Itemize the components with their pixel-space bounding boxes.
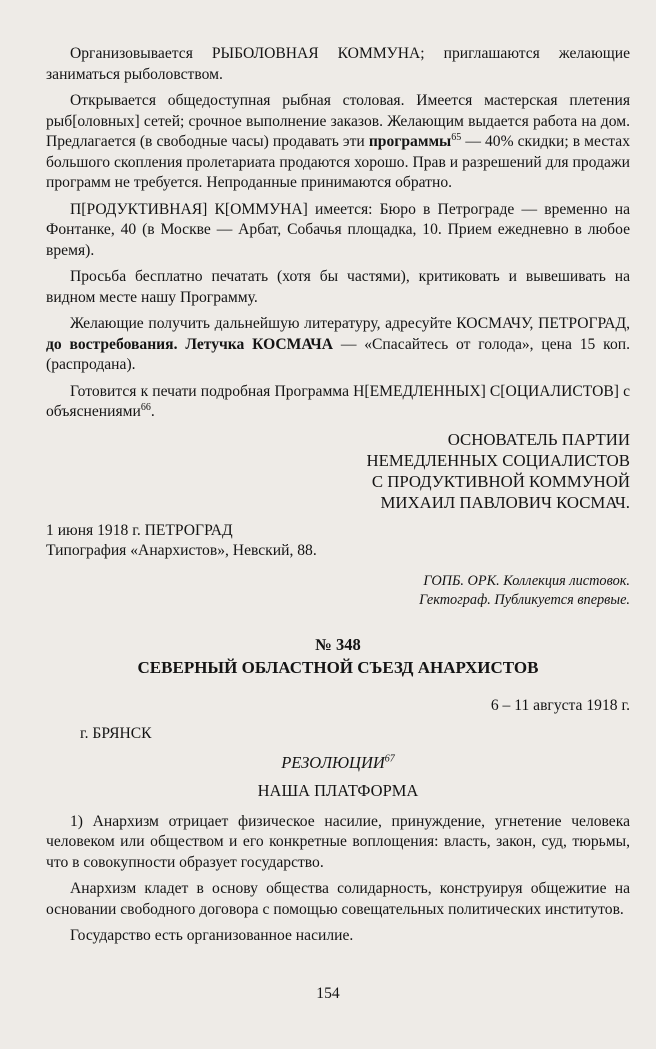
platform-paragraph: 1) Анархизм отрицает физическое насилие, принуждение, угнетение человека человеком или обществом и его конкретные воплощения: власть, закон, суд, тюрьмы, что в совокупности образует государство. xyxy=(46,812,630,871)
paragraph-fishing-commune: Организовывается РЫБОЛОВНАЯ КОММУНА; приглашаются желающие заниматься рыболовством. xyxy=(46,45,630,83)
text-column xyxy=(46,44,630,953)
resolutions-heading-text: РЕЗОЛЮЦИИ xyxy=(281,752,385,772)
paragraph-upcoming-program-part1: Готовится к печати подробная Программа Н[ЕМЕДЛЕННЫХ] С[ОЦИАЛИСТОВ] с объяснениями xyxy=(46,382,630,420)
page-number: 154 xyxy=(316,985,340,1002)
platform-paragraph: Анархизм кладет в основу общества солидарность, конструируя общежитие на основании свободного договора с помощью совещательных политических институтов. xyxy=(46,880,630,918)
emphasis-poste-restante: до востребования. Летучка КОСМАЧА xyxy=(46,335,333,353)
paragraph-literature-part1: Желающие получить дальнейшую литературу, адресуйте КОСМАЧУ, ПЕТРОГРАД, xyxy=(70,315,630,332)
footnote-65: 65 xyxy=(451,131,462,143)
footnote-67: 67 xyxy=(384,753,395,764)
paragraph-upcoming-program xyxy=(46,382,630,423)
source-note xyxy=(46,572,630,610)
platform-paragraph: Государство есть организованное насилие. xyxy=(70,927,354,944)
signature-line: ОСНОВАТЕЛЬ ПАРТИИ xyxy=(447,429,630,449)
paragraph-fish-canteen-part1: Открывается общедоступная рыбная столовая. Имеется мастерская плетения рыб[оловных] сетей; срочное выполнение заказов. Желающим выдается работа на дом. Предлагается (в свободные часы) продавать эти xyxy=(46,92,630,150)
footnote-66: 66 xyxy=(140,401,151,413)
date-place: 1 июня 1918 г. ПЕТРОГРАД xyxy=(46,521,233,539)
signature-line: С ПРОДУКТИВНОЙ КОММУНОЙ xyxy=(371,471,630,491)
paragraph-fish-canteen xyxy=(46,91,630,194)
signature-block xyxy=(46,429,630,513)
document-place: г. БРЯНСК xyxy=(80,725,152,742)
printer-line: Типография «Анархистов», Невский, 88. xyxy=(46,542,317,559)
paragraph-print-request: Просьба бесплатно печатать (хотя бы частями), критиковать и вывешивать на видном месте нашу Программу. xyxy=(46,268,630,306)
paragraph-literature-part2: — «Спасайтесь от голода», цена 15 коп. (распродана). xyxy=(46,335,630,373)
document-title: СЕВЕРНЫЙ ОБЛАСТНОЙ СЪЕЗД АНАРХИСТОВ xyxy=(137,657,539,677)
paragraph-literature xyxy=(46,314,630,376)
paragraph-fish-canteen-part2: — 40% скидки; в местах большого скопления пролетариата продаются хорошо. Прав и разрешений для продажи программ не требуется. Непроданные принимаются обратно. xyxy=(46,133,630,191)
signature-line: МИХАИЛ ПАВЛОВИЧ КОСМАЧ. xyxy=(380,492,630,512)
platform-heading: НАША ПЛАТФОРМА xyxy=(257,781,419,800)
document-number: № 348 xyxy=(315,634,361,654)
signature-line: НЕМЕДЛЕННЫХ СОЦИАЛИСТОВ xyxy=(366,450,630,470)
source-line: Гектограф. Публикуется впервые. xyxy=(419,591,630,608)
paragraph-productive-commune: П[РОДУКТИВНАЯ] К[ОММУНА] имеется: Бюро в Петрограде — временно на Фонтанке, 40 (в Москве — Арбат, Собачья площадка, 10. Прием ежедневно в любое время). xyxy=(46,200,630,259)
resolutions-heading xyxy=(46,753,630,774)
document-dates: 6 – 11 августа 1918 г. xyxy=(490,696,630,714)
paragraph-upcoming-program-part2: . xyxy=(150,403,155,420)
source-line: ГОПБ. ОРК. Коллекция листовок. xyxy=(423,572,630,589)
emphasis-programs: программы xyxy=(368,133,452,150)
